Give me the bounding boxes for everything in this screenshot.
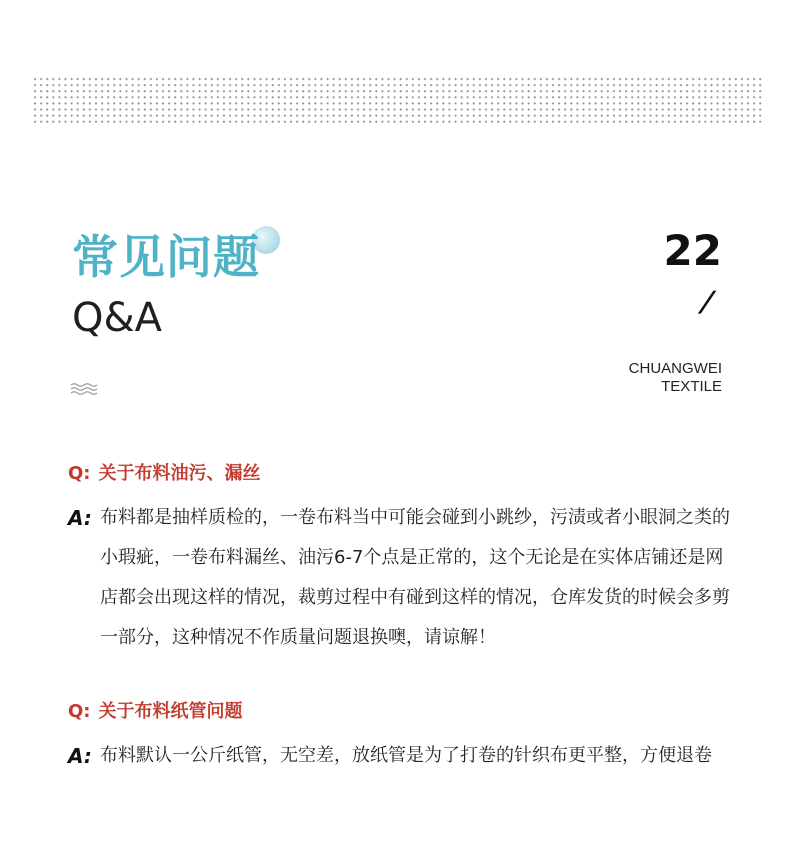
question [68, 700, 750, 724]
page-subtitle: Q&A [72, 295, 163, 341]
answer-text: 布料默认一公斤纸管，无空差，放纸管是为了打卷的针织布更平整，方便退卷 [100, 745, 712, 766]
answer-tag: A: [68, 744, 92, 768]
brand-name [629, 360, 722, 396]
question [68, 462, 750, 486]
answer-text: 布料都是抽样质检的，一卷布料当中可能会碰到小跳纱，污渍或者小眼洞之类的小瑕疵，一卷布料漏丝、油污6-7个点是正常的，这个无论是在实体店铺还是网店都会出现这样的情况，裁剪过程中有碰到这样的情况，仓库发货的时候会多剪一部分，这种情况不作质量问题退换噢，请谅解！ [100, 507, 730, 648]
slash-mark: / [695, 285, 719, 318]
question-tag: Q: [68, 701, 91, 722]
answer-tag: A: [68, 506, 92, 530]
page-title: 常见问题 [72, 230, 260, 284]
page-number: 22 [663, 226, 722, 275]
dotted-pattern [32, 76, 762, 124]
brand-line-2: TEXTILE [661, 378, 722, 395]
answer [68, 504, 750, 658]
qa-item-1 [68, 462, 750, 658]
answer [68, 742, 750, 776]
question-tag: Q: [68, 463, 91, 484]
question-text: 关于布料油污、漏丝 [98, 463, 261, 484]
wave-icon [70, 382, 98, 396]
brand-line-1: CHUANGWEI [628, 360, 722, 377]
qa-item-2 [68, 700, 750, 776]
question-text: 关于布料纸管问题 [98, 701, 243, 722]
